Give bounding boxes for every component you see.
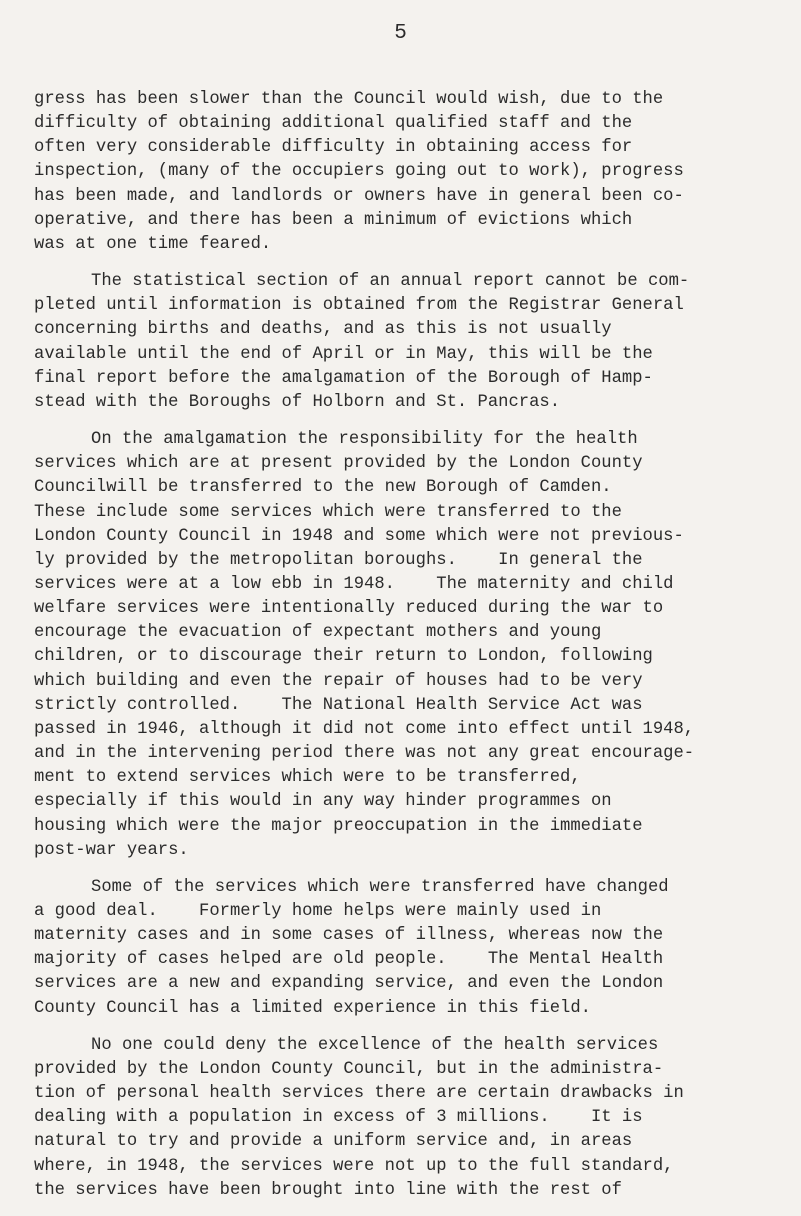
text-line: maternity cases and in some cases of illness, whereas now the — [34, 926, 664, 946]
text-line: the services have been brought into line with the rest of — [34, 1180, 622, 1200]
text-line: dealing with a population in excess of 3 millions. It is — [34, 1108, 643, 1128]
text-line: operative, and there has been a minimum of evictions which — [34, 210, 633, 230]
paragraph-5 — [34, 1034, 774, 1203]
text-line: gress has been slower than the Council would wish, due to the — [34, 90, 664, 109]
text-line: provided by the London County Council, but in the administra- — [34, 1059, 664, 1079]
text-line: pleted until information is obtained from the Registrar General — [34, 296, 684, 316]
paragraph-2 — [34, 270, 774, 415]
text-line: post-war years. — [34, 840, 189, 860]
text-line: These include some services which were transferred to the — [34, 502, 622, 522]
text-line: Some of the services which were transferred have changed — [91, 877, 669, 897]
paragraph-3 — [34, 428, 774, 863]
paragraph-1 — [34, 88, 774, 257]
text-line: available until the end of April or in May, this will be the — [34, 344, 653, 364]
text-line: which building and even the repair of houses had to be very — [34, 671, 643, 691]
text-line: a good deal. Formerly home helps were mainly used in — [34, 902, 602, 921]
text-line: On the amalgamation the responsibility for the health — [91, 430, 638, 450]
text-line: services are a new and expanding service, and even the London — [34, 974, 664, 994]
text-line: No one could deny the excellence of the health services — [91, 1035, 659, 1055]
text-line: inspection, (many of the occupiers going out to work), progress — [34, 162, 684, 182]
text-line: natural to try and provide a uniform service and, in areas — [34, 1132, 633, 1152]
text-line: encourage the evacuation of expectant mothers and young — [34, 623, 602, 643]
text-line: ment to extend services which were to be transferred, — [34, 768, 581, 788]
text-line: Councilwill be transferred to the new Borough of Camden. — [34, 478, 612, 498]
text-line: where, in 1948, the services were not up to the full standard, — [34, 1156, 674, 1176]
text-line: housing which were the major preoccupation in the immediate — [34, 816, 643, 836]
text-line: strictly controlled. The National Health Service Act was — [34, 695, 643, 715]
body-text — [34, 88, 774, 1216]
page-number: 5 — [394, 22, 407, 45]
text-line: especially if this would in any way hinder programmes on — [34, 792, 612, 812]
text-line: final report before the amalgamation of the Borough of Hamp- — [34, 368, 653, 388]
text-line: The statistical section of an annual report cannot be com- — [91, 272, 690, 292]
text-line: London County Council in 1948 and some which were not previous- — [34, 526, 684, 546]
text-line: services which are at present provided by the London County — [34, 454, 643, 474]
text-line: and in the intervening period there was not any great encourage- — [34, 744, 695, 764]
text-line: stead with the Boroughs of Holborn and St. Pancras. — [34, 392, 561, 412]
text-line: County Council has a limited experience in this field. — [34, 998, 591, 1018]
text-line: was at one time feared. — [34, 234, 272, 254]
text-line: passed in 1946, although it did not come into effect until 1948, — [34, 719, 695, 739]
text-line: services were at a low ebb in 1948. The maternity and child — [34, 574, 674, 594]
text-line: ly provided by the metropolitan boroughs. In general the — [34, 550, 643, 570]
text-line: has been made, and landlords or owners have in general been co- — [34, 186, 684, 206]
text-line: children, or to discourage their return to London, following — [34, 647, 653, 667]
text-line: difficulty of obtaining additional qualified staff and the — [34, 114, 633, 134]
text-line: welfare services were intentionally reduced during the war to — [34, 599, 664, 619]
text-line: tion of personal health services there are certain drawbacks in — [34, 1084, 684, 1104]
paragraph-4 — [34, 876, 774, 1021]
text-line: majority of cases helped are old people. The Mental Health — [34, 950, 664, 970]
text-line: concerning births and deaths, and as this is not usually — [34, 320, 612, 340]
text-line: often very considerable difficulty in obtaining access for — [34, 138, 633, 158]
